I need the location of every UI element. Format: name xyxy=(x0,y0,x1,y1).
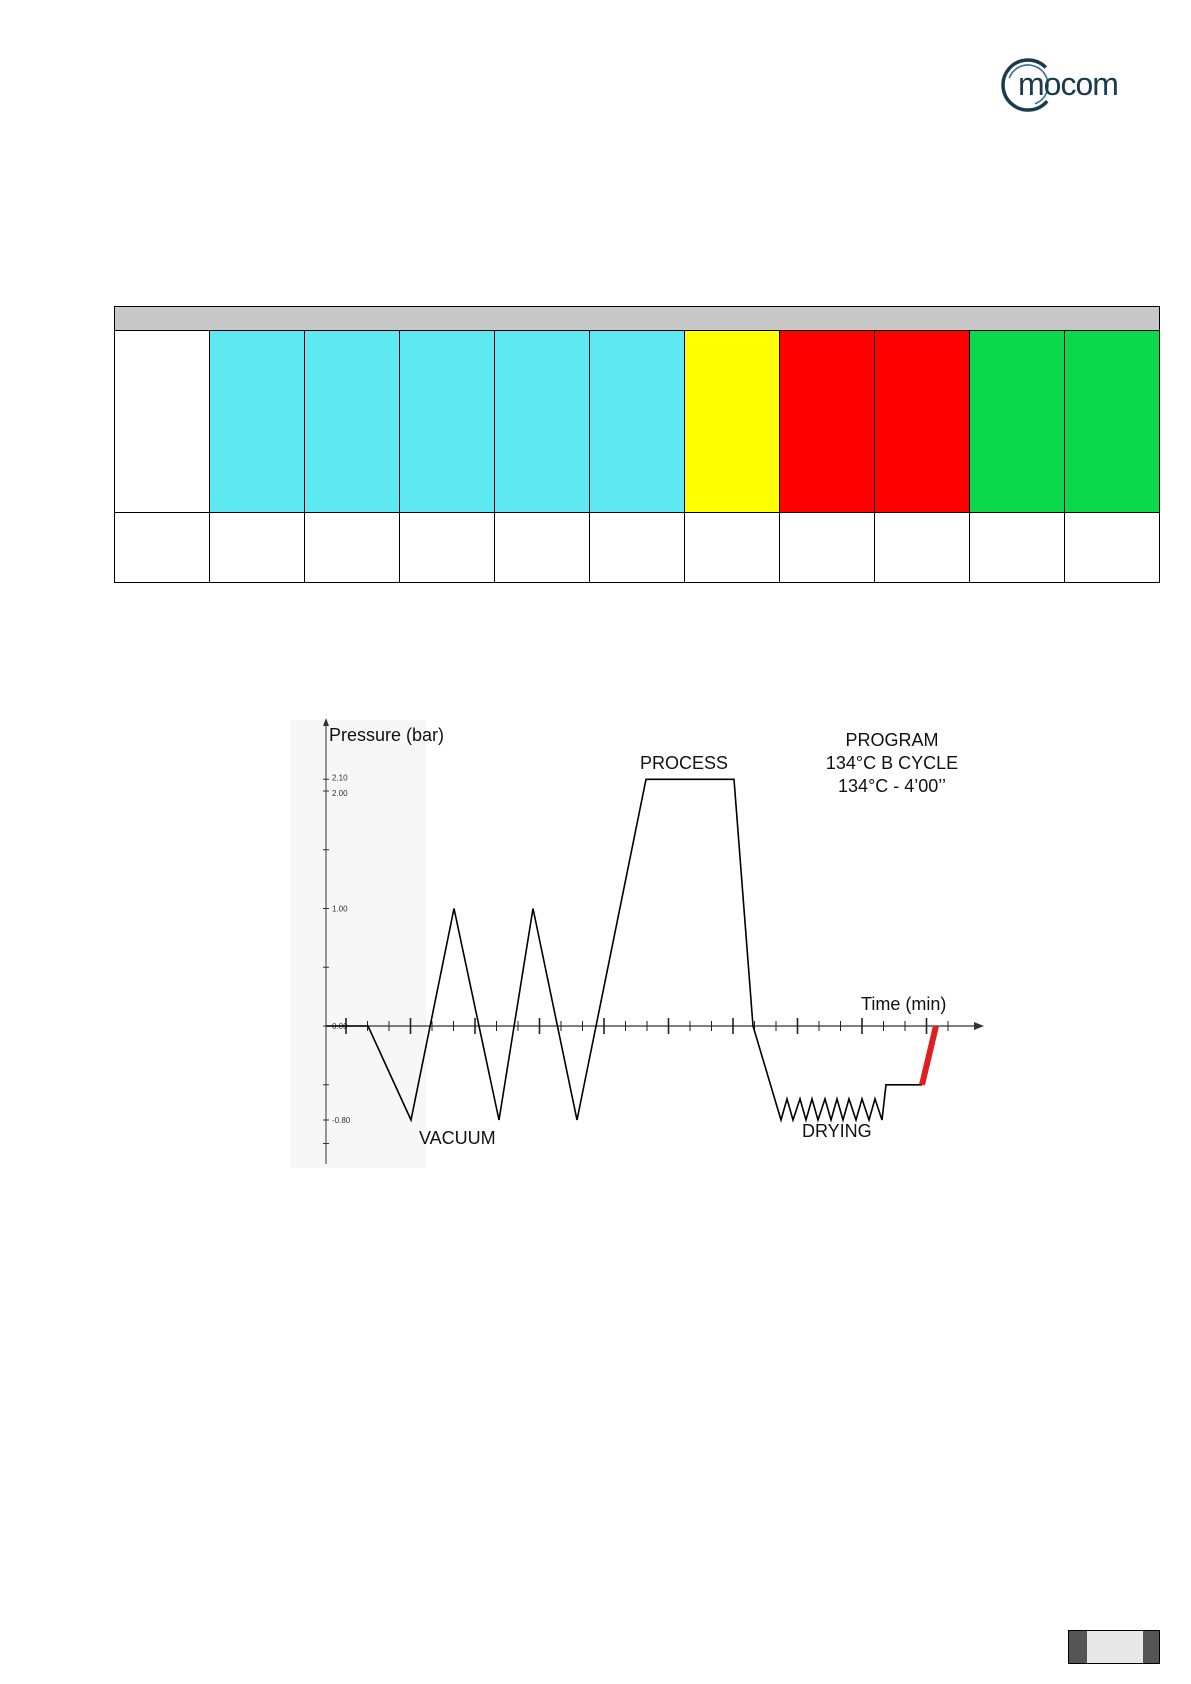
phase-color-cell-8 xyxy=(874,331,969,512)
program-time-label: 134°C - 4’00’’ xyxy=(838,776,946,796)
phase-value-cell-0 xyxy=(115,513,209,582)
phase-color-cell-4 xyxy=(494,331,589,512)
phase-value-cell-7 xyxy=(779,513,874,582)
phase-color-cell-1 xyxy=(209,331,304,512)
phase-color-cell-3 xyxy=(399,331,494,512)
table-header-bar xyxy=(115,307,1159,331)
program-cycle-label: 134°C B CYCLE xyxy=(825,753,959,773)
y-tick-label-0: 2.10 xyxy=(332,773,348,783)
phase-color-cell-6 xyxy=(684,331,779,512)
phase-table xyxy=(114,306,1160,583)
logo-text: mocom xyxy=(1018,66,1118,102)
phase-color-cell-5 xyxy=(589,331,684,512)
process-label: PROCESS xyxy=(640,753,729,773)
phase-value-cell-6 xyxy=(684,513,779,582)
phase-value-cell-5 xyxy=(589,513,684,582)
y-axis-label: Pressure (bar) xyxy=(329,725,445,745)
mocom-logo xyxy=(996,54,1156,116)
phase-color-cell-9 xyxy=(969,331,1064,512)
phase-value-cell-3 xyxy=(399,513,494,582)
phase-value-cell-2 xyxy=(304,513,399,582)
y-tick-label-2: 1.00 xyxy=(332,904,348,914)
x-axis-label: Time (min) xyxy=(861,994,947,1014)
phase-color-cell-10 xyxy=(1064,331,1159,512)
phase-value-cell-1 xyxy=(209,513,304,582)
phase-value-cell-9 xyxy=(969,513,1064,582)
phase-value-cell-8 xyxy=(874,513,969,582)
phase-value-cell-10 xyxy=(1064,513,1159,582)
chart-background xyxy=(290,720,426,1168)
program-label: PROGRAM xyxy=(845,730,939,750)
page-number-box xyxy=(1068,1630,1160,1664)
drying-label: DRYING xyxy=(802,1121,872,1141)
phase-value-row xyxy=(115,513,1159,582)
phase-color-cell-0 xyxy=(115,331,209,512)
y-tick-label-3: 0.00 xyxy=(332,1022,348,1031)
phase-color-cell-7 xyxy=(779,331,874,512)
phase-color-cell-2 xyxy=(304,331,399,512)
y-tick-label-1: 2.00 xyxy=(332,789,348,798)
vacuum-label: VACUUM xyxy=(419,1128,496,1148)
venting-line xyxy=(922,1026,936,1085)
x-axis-arrowhead xyxy=(974,1022,984,1030)
y-tick-label-4: -0.80 xyxy=(332,1116,351,1125)
pressure-time-chart xyxy=(286,716,986,1172)
phase-value-cell-4 xyxy=(494,513,589,582)
phase-color-row xyxy=(115,331,1159,513)
